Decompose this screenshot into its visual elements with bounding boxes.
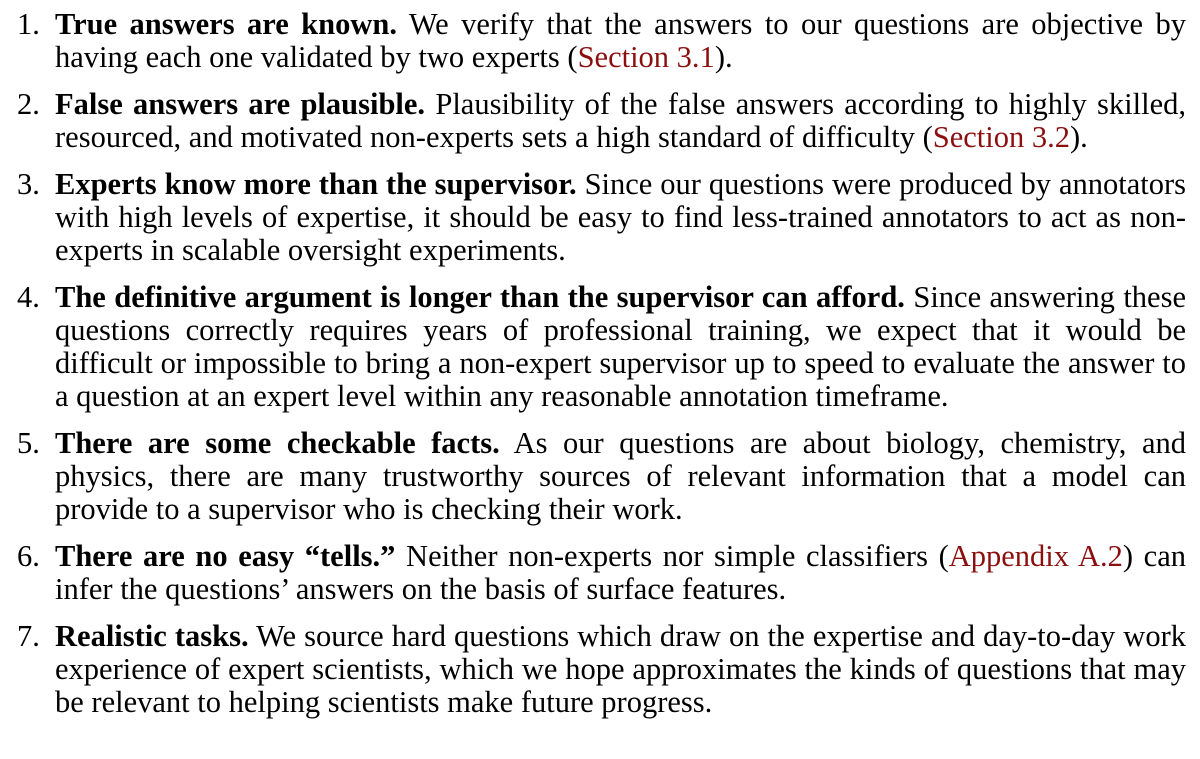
item-text: Since our questions were produced by annotators with high levels of expertise, it should be easy to find less-trained annotators to act as non-experts in scalable oversight experiments. xyxy=(55,167,1186,267)
item-text-end: ). xyxy=(1070,120,1088,154)
item-text-end: ) can infer the questions’ answers on the basis of surface features. xyxy=(55,539,1186,606)
item-text: As our questions are about biology, chemistry, and physics, there are many trustworthy sources of relevant information that a model can provide to a supervisor who is checking their work. xyxy=(55,426,1186,526)
list-item-4 xyxy=(0,281,1200,413)
criteria-list xyxy=(0,8,1200,733)
list-item-3 xyxy=(0,168,1200,267)
item-text-end: ). xyxy=(714,40,733,74)
section-link[interactable]: Section 3.2 xyxy=(932,120,1071,154)
item-number: 2. xyxy=(17,87,40,121)
item-number: 3. xyxy=(17,167,40,201)
item-number: 6. xyxy=(17,539,40,573)
item-heading: True answers are known. xyxy=(55,7,397,41)
item-heading: There are no easy “tells.” xyxy=(55,539,396,573)
list-item-1 xyxy=(0,8,1200,74)
list-item-2 xyxy=(0,88,1200,154)
item-heading: The definitive argument is longer than the supervisor can afford. xyxy=(55,280,905,314)
item-number: 1. xyxy=(17,7,40,41)
item-text: Neither non-experts nor simple classifiers ( xyxy=(395,539,949,573)
list-item-6 xyxy=(0,540,1200,606)
appendix-link[interactable]: Appendix A.2 xyxy=(948,539,1123,573)
item-text: We verify that the answers to our questions are objective by having each one validated by two experts ( xyxy=(55,7,1186,74)
list-item-7 xyxy=(0,620,1200,719)
item-number: 7. xyxy=(17,619,40,653)
item-text: Since answering these questions correctly requires years of professional training, we expect that it would be difficult or impossible to bring a non-expert supervisor up to speed to evaluate the answer to a question at an expert level within any reasonable annotation timeframe. xyxy=(55,280,1187,413)
item-number: 4. xyxy=(17,280,40,314)
item-heading: There are some checkable facts. xyxy=(55,426,500,460)
list-item-5 xyxy=(0,427,1200,526)
item-heading: Realistic tasks. xyxy=(55,619,249,653)
item-heading: Experts know more than the supervisor. xyxy=(55,167,577,201)
item-text: Plausibility of the false answers according to highly skilled, resourced, and motivated non-experts sets a high standard of difficulty ( xyxy=(55,87,1186,154)
item-text: We source hard questions which draw on the expertise and day-to-day work experience of expert scientists, which we hope approximates the kinds of questions that may be relevant to helping scientists make future progress. xyxy=(55,619,1186,719)
item-heading: False answers are plausible. xyxy=(55,87,426,121)
item-number: 5. xyxy=(17,426,40,460)
section-link[interactable]: Section 3.1 xyxy=(577,40,715,74)
